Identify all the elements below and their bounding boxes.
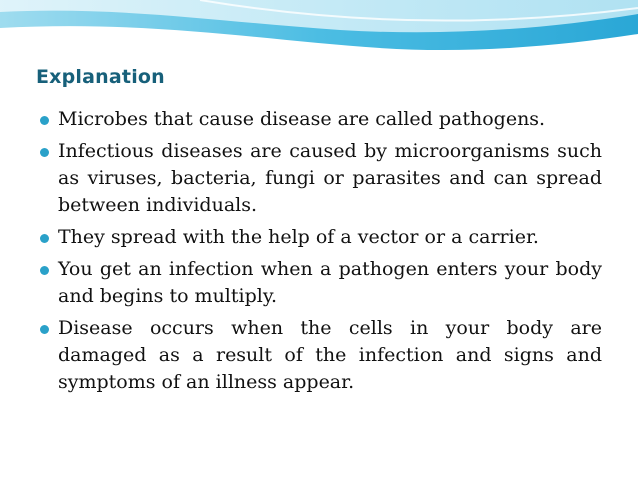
list-item bbox=[40, 138, 602, 219]
list-item bbox=[40, 315, 602, 396]
bullet-text: Infectious diseases are caused by microorganisms such as viruses, bacteria, fungi or parasites and can spread between individuals. bbox=[58, 140, 602, 216]
bullet-icon bbox=[40, 266, 49, 275]
bullet-text: You get an infection when a pathogen enters your body and begins to multiply. bbox=[58, 258, 602, 307]
bullet-icon bbox=[40, 116, 49, 125]
bullet-list bbox=[40, 106, 602, 401]
bullet-text: Disease occurs when the cells in your body are damaged as a result of the infection and signs and symptoms of an illness appear. bbox=[58, 317, 602, 393]
bullet-icon bbox=[40, 234, 49, 243]
bullet-icon bbox=[40, 325, 49, 334]
bullet-icon bbox=[40, 148, 49, 157]
bullet-text: Microbes that cause disease are called pathogens. bbox=[58, 108, 546, 130]
slide-title: Explanation bbox=[36, 66, 165, 88]
list-item bbox=[40, 224, 602, 251]
list-item bbox=[40, 256, 602, 310]
list-item bbox=[40, 106, 602, 133]
bullet-text: They spread with the help of a vector or a carrier. bbox=[58, 226, 539, 248]
